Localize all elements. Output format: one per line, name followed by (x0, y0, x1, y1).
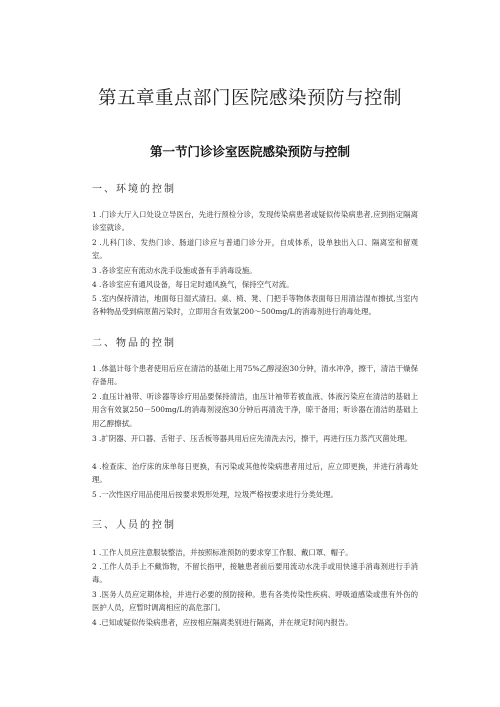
paragraph-personnel-4: 4 .已知或疑似传染病患者，应按相应隔离类别进行隔离，并在规定时间内报告。 (92, 618, 353, 627)
paragraph-personnel-3: 3 .医务人员应定期体检，并进行必要的预防接种。患有各类传染性疾病、呼吸道感染或患有外伤的医护人员，应暂时调离相应的高危部门。 (92, 590, 418, 613)
paragraph-items-1: 1 .体温计每个患者使用后应在清洁的基础上用75%乙醇浸泡30分钟，清水冲净，擦干，清洁干燥保存备用。 (92, 364, 418, 387)
paragraph-env-1: 1 .门诊大厅入口处设立导医台，先进行预检分诊，发现传染病患者或疑似传染病患者,应到指定隔离诊室就诊。 (92, 210, 418, 233)
paragraph-items-3: 3 .扩阴器、开口器、舌钳子、压舌板等器具用后应先清洗去污，擦干，再进行压力蒸汽灭菌处理。 (92, 434, 412, 443)
heading-environment-control: 一、环境的控制 (92, 184, 176, 195)
heading-items-control: 二、物品的控制 (92, 338, 176, 349)
paragraph-items-5: 5 .一次性医疗用品使用后按要求毁形处理，垃圾严格按要求进行分类处理。 (92, 490, 338, 499)
paragraph-env-2: 2 .儿科门诊、发热门诊、肠道门诊应与普通门诊分开，自成体系，设单独出入口、隔离室和留观室。 (92, 238, 418, 261)
section-title: 第一节门诊诊室医院感染预防与控制 (149, 144, 350, 159)
heading-personnel-control: 三、人员的控制 (92, 520, 176, 531)
paragraph-env-5: 5 .室内保持清洁，地面每日湿式清扫。桌、椅、凳、门把手等物体表面每日用清洁湿布擦拭,当室内各种物品受到病原菌污染时，立即用含有效氯200～500mg/L的消毒剂进行消毒处理。 (92, 294, 418, 317)
paragraph-items-4: 4 .检查床、治疗床的床单每日更换，有污染或其他传染病患者用过后，应立即更换，并进行消毒处理。 (92, 462, 418, 485)
paragraph-personnel-1: 1 .工作人员应注意服装整洁，并按照标准预防的要求穿工作服、戴口罩、帽子。 (92, 548, 353, 557)
paragraph-items-2: 2 .血压计袖带、听诊器等诊疗用品要保持清洁，血压计袖带若被血液、体液污染应在清洁的基础上用含有效氯250－500mg/L的消毒剂浸泡30分钟后再清洗干净，晾干备用；听诊器在清洁的基础上用乙醇擦拭。 (92, 392, 418, 428)
chapter-title: 第五章重点部门医院感染预防与控制 (97, 88, 402, 109)
paragraph-env-3: 3 .各诊室应有流动水洗手设施或备有手消毒设施。 (92, 266, 257, 275)
paragraph-personnel-2: 2 .工作人员手上不戴饰物，不留长指甲，接触患者前后要用流动水洗手或用快速手消毒剂进行手消毒。 (92, 562, 418, 585)
paragraph-env-4: 4 .各诊室应有通风设备，每日定时通风换气，保持空气对流。 (92, 280, 294, 289)
